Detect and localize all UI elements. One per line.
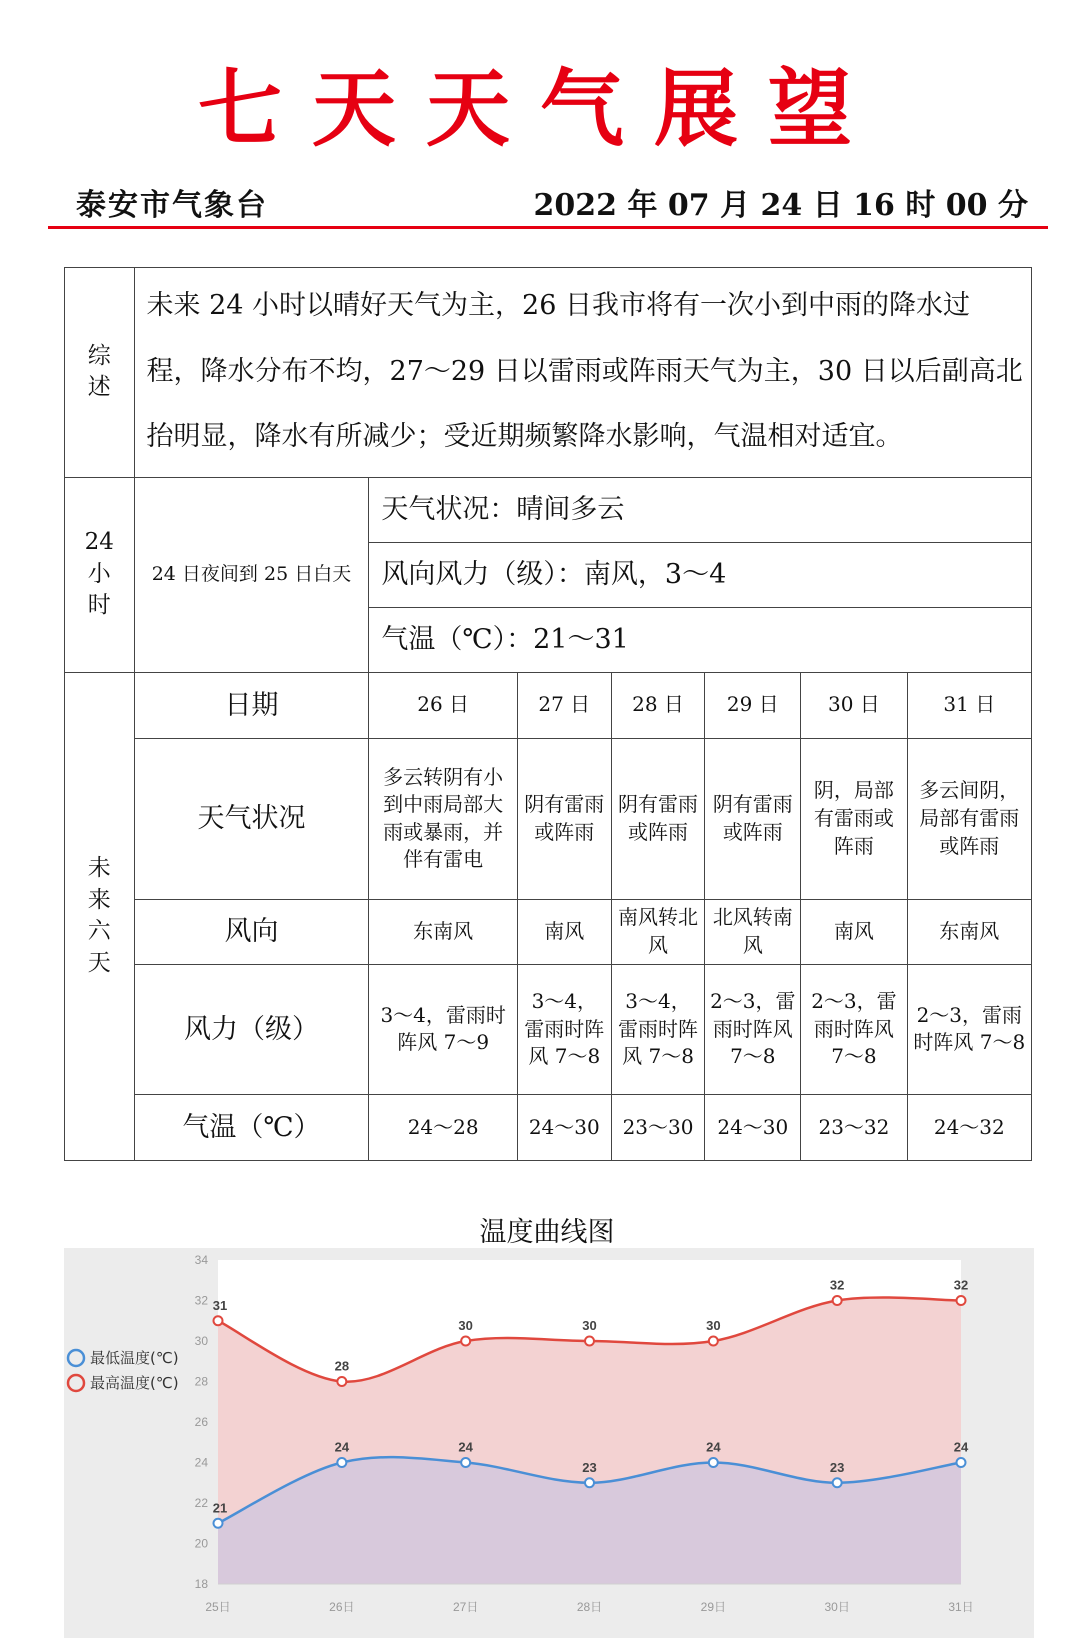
y-tick-label: 28 — [194, 1374, 208, 1389]
wind-direction-cell: 东南风 — [369, 899, 518, 964]
data-point — [833, 1296, 842, 1305]
weather-row — [65, 738, 1032, 899]
data-label: 32 — [829, 1277, 845, 1293]
temperature-chart — [64, 1248, 1034, 1638]
data-point — [709, 1337, 718, 1346]
data-label: 23 — [829, 1459, 845, 1475]
y-tick-label: 30 — [194, 1334, 208, 1348]
data-label: 28 — [334, 1358, 350, 1374]
y-tick-label: 32 — [194, 1293, 208, 1308]
legend-label[interactable]: 最低温度(℃) — [90, 1349, 179, 1367]
date-cell: 31 日 — [907, 672, 1031, 738]
y-tick-label: 18 — [194, 1577, 208, 1591]
temperature-cell: 24～30 — [705, 1094, 801, 1160]
data-point — [461, 1458, 470, 1467]
wind-force-cell: 2～3，雷雨时阵风 7～8 — [801, 964, 907, 1094]
summary-row — [65, 268, 1032, 478]
x-tick-label: 28日 — [576, 1600, 603, 1614]
issue-time: 2022 年 07 月 24 日 16 时 00 分 — [533, 188, 1028, 223]
wind-force-row — [65, 964, 1032, 1094]
next24-weather-row — [65, 477, 1032, 542]
wind-direction-cell: 南风 — [801, 899, 907, 964]
temperature-row — [65, 1094, 1032, 1160]
temperature-cell: 24～32 — [907, 1094, 1031, 1160]
x-tick-label: 29日 — [700, 1600, 727, 1614]
y-tick-label: 24 — [194, 1455, 208, 1470]
data-label: 24 — [458, 1439, 473, 1455]
weather-cell: 阴有雷雨或阵雨 — [611, 738, 705, 899]
data-point — [709, 1458, 718, 1467]
wind-force-cell: 3～4，雷雨时阵风 7～9 — [369, 964, 518, 1094]
wind-direction-row — [65, 899, 1032, 964]
data-point — [585, 1478, 594, 1487]
x-tick-label: 31日 — [948, 1600, 974, 1614]
row-header-weather: 天气状况 — [134, 738, 369, 899]
summary-label-cell — [65, 268, 135, 478]
date-cell: 30 日 — [801, 672, 907, 738]
date-cell: 29 日 — [705, 672, 801, 738]
data-label: 31 — [212, 1297, 228, 1313]
x-tick-label: 30日 — [824, 1600, 850, 1614]
date-cell: 28 日 — [611, 672, 705, 738]
forecast-table — [64, 267, 1032, 1161]
data-label: 30 — [582, 1318, 597, 1333]
data-label: 24 — [953, 1439, 969, 1455]
next24-period: 24 日夜间到 25 日白天 — [134, 477, 369, 672]
data-point — [214, 1519, 223, 1528]
data-point — [214, 1316, 223, 1325]
temperature-cell: 24～28 — [369, 1094, 518, 1160]
date-row — [65, 672, 1032, 738]
y-tick-label: 26 — [194, 1415, 208, 1429]
row-header-wind-direction: 风向 — [134, 899, 369, 964]
summary-label: 综述 — [87, 342, 111, 401]
next24-wind: 风向风力（级）：南风，3～4 — [369, 542, 1032, 607]
next24-label: 24 小时 — [84, 528, 114, 619]
data-label: 24 — [334, 1439, 350, 1455]
wind-direction-cell: 南风转北风 — [611, 899, 705, 964]
page-title: 七天天气展望 — [197, 59, 882, 158]
data-label: 24 — [706, 1439, 721, 1455]
data-point — [833, 1478, 842, 1487]
wind-direction-cell: 南风 — [517, 899, 611, 964]
data-label: 23 — [582, 1459, 597, 1475]
weather-cell: 阴有雷雨或阵雨 — [705, 738, 801, 899]
x-tick-label: 27日 — [452, 1600, 479, 1614]
next24-weather: 天气状况：晴间多云 — [369, 477, 1032, 542]
wind-force-cell: 2～3，雷雨时阵风 7～8 — [705, 964, 801, 1094]
wind-direction-cell: 北风转南风 — [705, 899, 801, 964]
y-tick-label: 34 — [194, 1253, 208, 1267]
weather-cell: 阴，局部有雷雨或阵雨 — [801, 738, 907, 899]
wind-force-cell: 2～3，雷雨时阵风 7～8 — [907, 964, 1031, 1094]
data-point — [337, 1458, 346, 1467]
area-layer — [218, 1260, 961, 1584]
data-label: 30 — [706, 1318, 721, 1333]
wind-force-cell: 3～4，雷雨时阵风 7～8 — [611, 964, 705, 1094]
legend-label[interactable]: 最高温度(℃) — [90, 1374, 179, 1392]
row-header-date: 日期 — [134, 672, 369, 738]
data-point — [461, 1337, 470, 1346]
y-tick-label: 20 — [194, 1536, 208, 1551]
data-label: 21 — [212, 1500, 228, 1516]
y-tick-label: 22 — [194, 1496, 208, 1510]
date-cell: 26 日 — [369, 672, 518, 738]
temperature-cell: 23～30 — [611, 1094, 705, 1160]
weather-cell: 阴有雷雨或阵雨 — [517, 738, 611, 899]
wind-direction-cell: 东南风 — [907, 899, 1031, 964]
weather-cell: 多云转阴有小到中雨局部大雨或暴雨，并伴有雷电 — [369, 738, 518, 899]
data-point — [585, 1337, 594, 1346]
data-label: 30 — [458, 1318, 473, 1333]
date-cell: 27 日 — [517, 672, 611, 738]
temperature-cell: 24～30 — [517, 1094, 611, 1160]
next6-label-cell — [65, 672, 135, 1160]
data-label: 32 — [953, 1277, 969, 1293]
x-tick-label: 25日 — [205, 1600, 231, 1614]
next24-temp: 气温（℃）：21～31 — [369, 607, 1032, 672]
next24-label-cell — [65, 477, 135, 672]
chart-title: 温度曲线图 — [479, 1217, 615, 1248]
wind-force-cell: 3～4，雷雨时阵风 7～8 — [517, 964, 611, 1094]
weather-cell: 多云间阴，局部有雷雨或阵雨 — [907, 738, 1031, 899]
summary-text: 未来 24 小时以晴好天气为主，26 日我市将有一次小到中雨的降水过程，降水分布不均，27～29 日以雷雨或阵雨天气为主，30 日以后副高北抬明显，降水有所减少；受近期频繁降水影响，气温相对适宜。 — [134, 268, 1031, 478]
header-divider — [48, 226, 1048, 229]
data-point — [957, 1458, 966, 1467]
data-point — [957, 1296, 966, 1305]
data-point — [337, 1377, 346, 1386]
x-tick-label: 26日 — [329, 1600, 355, 1614]
row-header-wind-force: 风力（级） — [134, 964, 369, 1094]
issuing-agency: 泰安市气象台 — [76, 188, 268, 223]
temperature-cell: 23～32 — [801, 1094, 907, 1160]
row-header-temperature: 气温（℃） — [134, 1094, 369, 1160]
next6-label: 未来六天 — [87, 854, 111, 977]
